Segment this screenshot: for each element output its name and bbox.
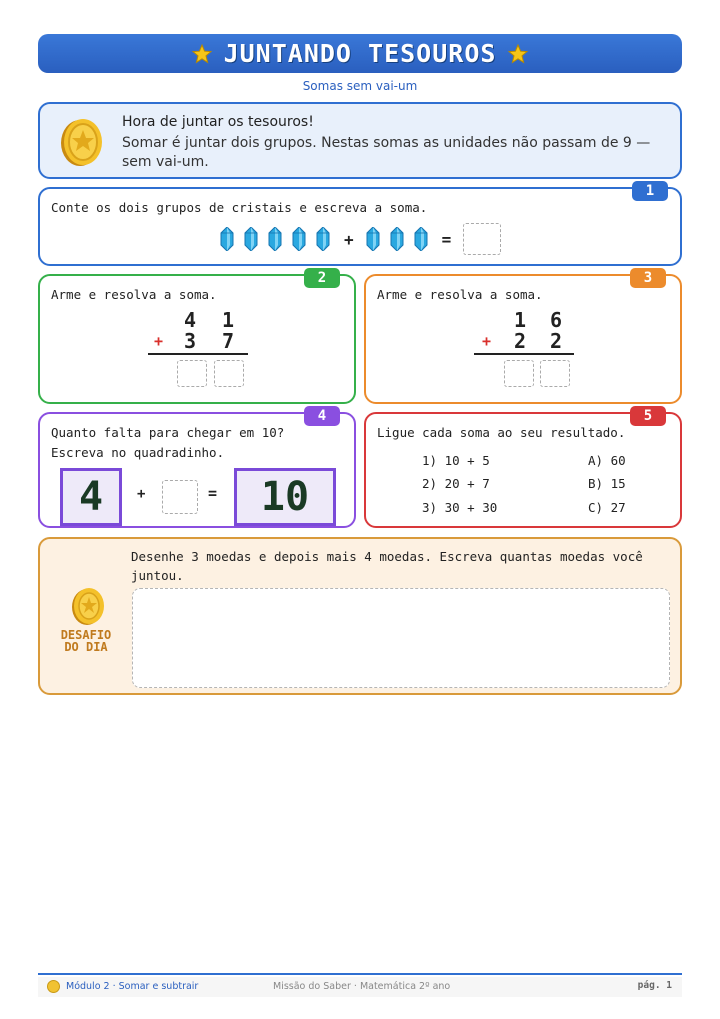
match-right-item[interactable]: B) 15 [588, 476, 626, 491]
number-card-right: 10 [234, 468, 336, 526]
question-number-badge: 5 [630, 406, 666, 426]
equals-sign: = [441, 229, 452, 249]
intro-heading: Hora de juntar os tesouros! [122, 114, 314, 130]
star-icon [192, 44, 212, 64]
crystal-icon [390, 227, 404, 251]
title-banner [38, 34, 682, 73]
question-prompt: Arme e resolva a soma. [51, 287, 217, 302]
question-4 [38, 408, 356, 528]
digit: 1 [513, 308, 527, 332]
crystal-icon [292, 227, 306, 251]
answer-box-units[interactable] [214, 360, 244, 387]
crystal-sum [220, 223, 501, 255]
footer-module: Módulo 2 · Somar e subtrair [66, 981, 199, 992]
match-right-item[interactable]: C) 27 [588, 500, 626, 515]
question-number-badge: 1 [632, 181, 668, 201]
question-prompt: Escreva no quadradinho. [51, 445, 225, 460]
match-left-item[interactable]: 2) 20 + 7 [422, 476, 490, 491]
question-number-badge: 2 [304, 268, 340, 288]
page-number: pág. 1 [637, 980, 672, 991]
question-prompt: Conte os dois grupos de cristais e escreva a soma. [51, 200, 428, 215]
footer-divider [38, 973, 682, 975]
crystal-icon [316, 227, 330, 251]
equals-sign: = [208, 484, 218, 502]
challenge-text: Desenhe 3 moedas e depois mais 4 moedas. Escreva quantas moedas você juntou. [131, 549, 643, 583]
coin-icon [58, 116, 104, 168]
match-left-item[interactable]: 1) 10 + 5 [422, 453, 490, 468]
question-prompt: Ligue cada soma ao seu resultado. [377, 425, 626, 440]
page-subtitle: Somas sem vai-um [302, 79, 418, 93]
plus-sign: + [154, 332, 164, 350]
crystal-group-a [220, 227, 340, 251]
answer-box[interactable] [463, 223, 501, 255]
star-icon [508, 44, 528, 64]
digit: 6 [549, 308, 563, 332]
digit: 1 [221, 308, 235, 332]
footer-series: Missão do Saber · Matemática 2º ano [273, 981, 451, 992]
plus-sign: + [137, 486, 146, 502]
sum-line [474, 353, 574, 355]
digit: 7 [221, 329, 235, 353]
daily-challenge [38, 537, 682, 695]
answer-box-tens[interactable] [177, 360, 207, 387]
coin-icon [70, 585, 106, 627]
crystal-icon [244, 227, 258, 251]
intro-panel [38, 102, 682, 179]
plus-sign: + [482, 332, 492, 350]
question-number-badge: 3 [630, 268, 666, 288]
intro-text: Somar é juntar dois grupos. Nestas somas as unidades não passam de 9 — sem vai-um. [122, 135, 651, 170]
question-2 [38, 270, 356, 404]
number-card-left: 4 [60, 468, 122, 526]
digit: 4 [183, 308, 197, 332]
question-5 [364, 408, 682, 528]
question-number-badge: 4 [304, 406, 340, 426]
digit: 2 [549, 329, 563, 353]
drawing-area[interactable] [132, 588, 670, 688]
crystal-group-b [366, 227, 438, 251]
footer [38, 977, 682, 997]
crystal-icon [366, 227, 380, 251]
answer-box-units[interactable] [540, 360, 570, 387]
question-1 [38, 183, 682, 266]
question-3 [364, 270, 682, 404]
digit: 2 [513, 329, 527, 353]
match-left-item[interactable]: 3) 30 + 30 [422, 500, 498, 515]
coin-icon [47, 980, 60, 993]
crystal-icon [268, 227, 282, 251]
question-prompt: Arme e resolva a soma. [377, 287, 543, 302]
crystal-icon [220, 227, 234, 251]
digit: 3 [183, 329, 197, 353]
match-right-item[interactable]: A) 60 [588, 453, 626, 468]
sum-line [148, 353, 248, 355]
answer-box-tens[interactable] [504, 360, 534, 387]
challenge-label: DESAFIO DO DIA [60, 628, 112, 654]
question-prompt: Quanto falta para chegar em 10? [51, 425, 285, 440]
plus-sign: + [344, 229, 354, 249]
crystal-icon [414, 227, 428, 251]
answer-box[interactable] [162, 480, 198, 514]
page-title: JUNTANDO TESOUROS [223, 39, 497, 68]
